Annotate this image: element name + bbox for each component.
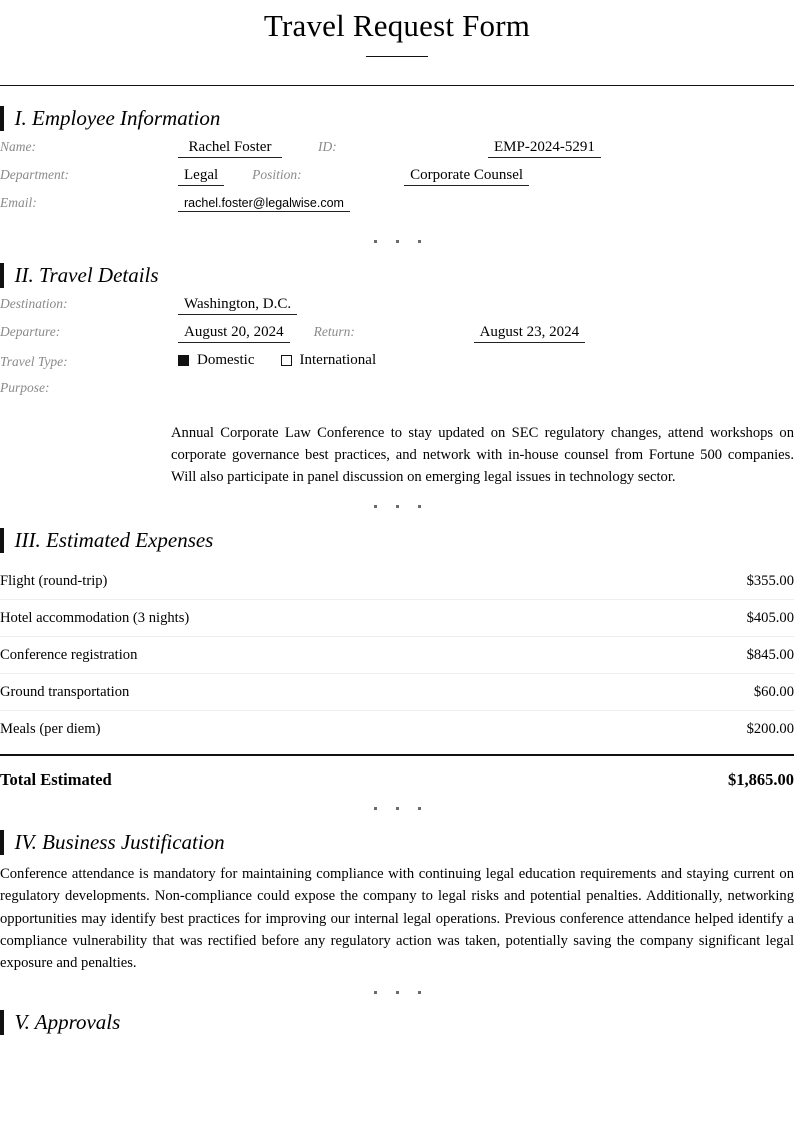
- field-row-email: [0, 195, 794, 223]
- label-id: ID:: [318, 138, 337, 154]
- section-accent-bar: [0, 263, 4, 288]
- title-underline-rule: [366, 56, 428, 57]
- section-title-estimated-expenses: III. Estimated Expenses: [14, 528, 214, 553]
- label-email: Email:: [0, 194, 37, 210]
- label-purpose: Purpose:: [0, 379, 50, 395]
- expense-label: Flight (round-trip): [0, 563, 635, 600]
- table-row: [0, 637, 794, 674]
- checkbox-option-international[interactable]: [281, 352, 377, 369]
- divider-dot: [396, 991, 399, 994]
- field-row-name-id: [0, 139, 794, 167]
- table-row: [0, 674, 794, 711]
- section-header-business-justification: [0, 830, 794, 855]
- value-name[interactable]: Rachel Foster: [178, 139, 282, 158]
- section-divider-dots: [0, 991, 794, 994]
- expense-label: Conference registration: [0, 637, 635, 674]
- value-departure[interactable]: August 20, 2024: [178, 324, 290, 343]
- table-row: [0, 600, 794, 637]
- section-header-employee-information: [0, 106, 794, 131]
- table-row: [0, 563, 794, 600]
- section-divider-dots: [0, 505, 794, 508]
- divider-dot: [418, 991, 421, 994]
- expense-amount: $200.00: [746, 721, 794, 738]
- expenses-table-body: [0, 563, 794, 747]
- page-title: Travel Request Form: [263, 8, 531, 43]
- divider-dot: [418, 807, 421, 810]
- field-row-departure-return: [0, 324, 794, 352]
- section-title-business-justification: IV. Business Justification: [14, 830, 225, 855]
- label-name: Name:: [0, 138, 36, 154]
- label-department: Department:: [0, 166, 69, 182]
- value-email[interactable]: rachel.foster@legalwise.com: [178, 196, 350, 212]
- value-position[interactable]: Corporate Counsel: [404, 167, 529, 186]
- section-header-approvals: [0, 1010, 794, 1035]
- section-divider-dots: [0, 807, 794, 810]
- divider-dot: [418, 240, 421, 243]
- section-header-estimated-expenses: [0, 528, 794, 553]
- value-department[interactable]: Legal: [178, 167, 224, 186]
- divider-dot: [396, 505, 399, 508]
- section-divider-dots: [0, 240, 794, 243]
- divider-dot: [374, 505, 377, 508]
- business-justification-text: Conference attendance is mandatory for maintaining compliance with continuing legal education requirements and staying current on regulatory developments. Non-compliance could expose the company to legal risks and potential penalties. Additionally, networking opportunities may identify best practices for improving our internal legal operations. Previous conference attendance helped identify a compliance vulnerability that was rectified before any regulatory action was taken, potentially saving the company significant legal exposure and penalties.: [0, 866, 794, 971]
- field-row-destination: [0, 296, 794, 324]
- section-accent-bar: [0, 528, 4, 553]
- expense-label: Meals (per diem): [0, 721, 101, 738]
- purpose-text: Annual Corporate Law Conference to stay updated on SEC regulatory changes, attend workshops on corporate governance best practices, and network with in-house counsel from Fortune 500 companies. Will also participate in panel discussion on emerging legal issues in technology sector.: [171, 424, 794, 485]
- expense-amount: $355.00: [635, 563, 794, 600]
- expenses-total-row: [0, 754, 794, 790]
- expense-label: Ground transportation: [0, 674, 635, 711]
- divider-dot: [418, 505, 421, 508]
- expense-amount: $60.00: [635, 674, 794, 711]
- value-id[interactable]: EMP-2024-5291: [488, 139, 601, 158]
- label-destination: Destination:: [0, 295, 68, 311]
- expense-amount: $845.00: [635, 637, 794, 674]
- section-accent-bar: [0, 106, 4, 131]
- value-destination[interactable]: Washington, D.C.: [178, 296, 297, 315]
- expense-label: Hotel accommodation (3 nights): [0, 600, 635, 637]
- checkbox-unchecked-icon[interactable]: [281, 355, 292, 366]
- checkbox-checked-icon[interactable]: [178, 355, 189, 366]
- section-accent-bar: [0, 830, 4, 855]
- total-amount: $1,865.00: [728, 770, 794, 790]
- section-title-approvals: V. Approvals: [14, 1010, 121, 1034]
- field-row-travel-type: [0, 352, 794, 380]
- divider-dot: [374, 807, 377, 810]
- table-row: [0, 711, 794, 748]
- label-travel-type: Travel Type:: [0, 353, 68, 369]
- checkbox-option-domestic[interactable]: [178, 352, 255, 369]
- checkbox-label-international: International: [299, 351, 377, 368]
- label-position: Position:: [252, 166, 302, 182]
- expense-amount: $405.00: [635, 600, 794, 637]
- section-header-travel-details: [0, 263, 794, 288]
- section-title-employee-information: I. Employee Information: [14, 105, 221, 130]
- divider-dot: [396, 240, 399, 243]
- field-row-department-position: [0, 167, 794, 195]
- field-row-purpose-label: [0, 380, 794, 408]
- label-return: Return:: [313, 323, 355, 339]
- divider-dot: [374, 991, 377, 994]
- expenses-table: [0, 563, 794, 747]
- travel-type-checkbox-group: [178, 352, 402, 369]
- value-return[interactable]: August 23, 2024: [474, 324, 586, 343]
- total-label: Total Estimated: [0, 770, 112, 790]
- section-title-travel-details: II. Travel Details: [14, 262, 159, 287]
- divider-dot: [374, 240, 377, 243]
- section-accent-bar: [0, 1010, 4, 1035]
- checkbox-label-domestic: Domestic: [197, 351, 255, 368]
- label-departure: Departure:: [0, 323, 61, 339]
- header-divider-rule: [0, 85, 794, 86]
- divider-dot: [396, 807, 399, 810]
